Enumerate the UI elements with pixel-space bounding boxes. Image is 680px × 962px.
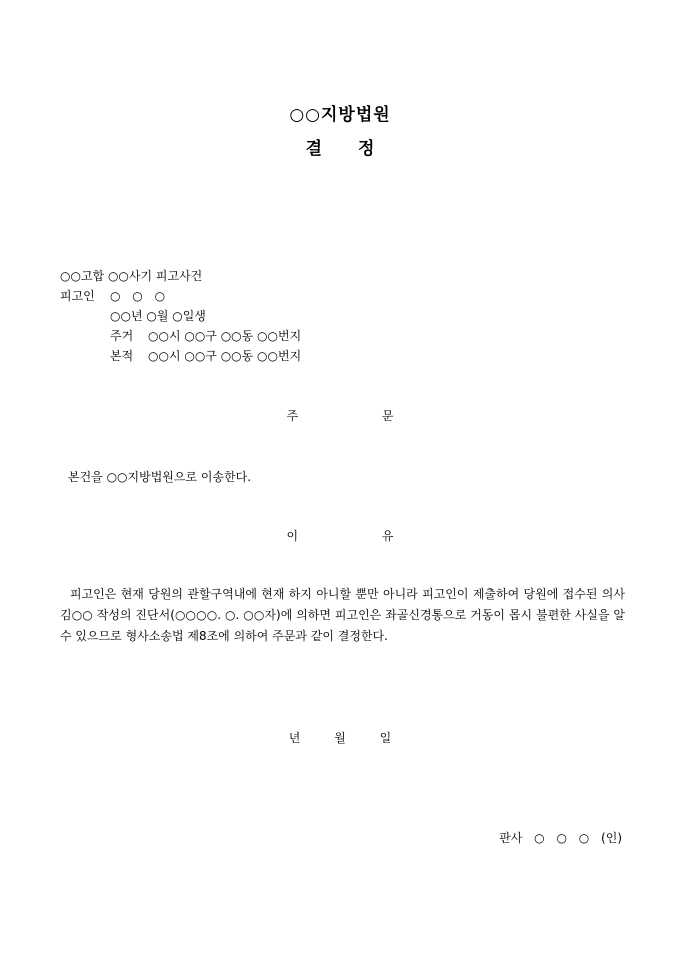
residence-address: ○○시 ○○구 ○○동 ○○번지 [148, 329, 302, 343]
document-type-title: 결 정 [305, 139, 375, 159]
defendant-name: ○ ○ ○ [110, 289, 166, 303]
case-number: ○○고합 ○○사기 피고사건 [60, 269, 203, 283]
decision-date: 년 월 일 [288, 731, 392, 745]
defendant-birth: ○○년 ○월 ○일생 [110, 309, 206, 323]
judge-signature: 판사 ○ ○ ○ (인) [499, 831, 622, 845]
domicile-address: ○○시 ○○구 ○○동 ○○번지 [148, 349, 302, 363]
domicile-label: 본적 [110, 349, 134, 363]
residence-label: 주거 [110, 329, 134, 343]
order-heading: 주 문 [286, 409, 394, 423]
reason-text: 피고인은 현재 당원의 관할구역내에 현재 하지 아니할 뿐만 아니라 피고인이 제출하여 당원에 접수된 의사 김○○ 작성의 진단서(○○○○. ○. ○○자)에 의하면 피고인은 좌골신경통으로 거동이 몹시 불편한 사실을 알 수 있으므로 형사소송법 제8조에 의하여 주문과 같이 결정한다. [60, 587, 625, 643]
reason-heading: 이 유 [286, 529, 394, 543]
defendant-label: 피고인 [60, 289, 95, 303]
court-title: ○○지방법원 [289, 105, 391, 125]
order-text: 본건을 ○○지방법원으로 이송한다. [68, 470, 252, 484]
